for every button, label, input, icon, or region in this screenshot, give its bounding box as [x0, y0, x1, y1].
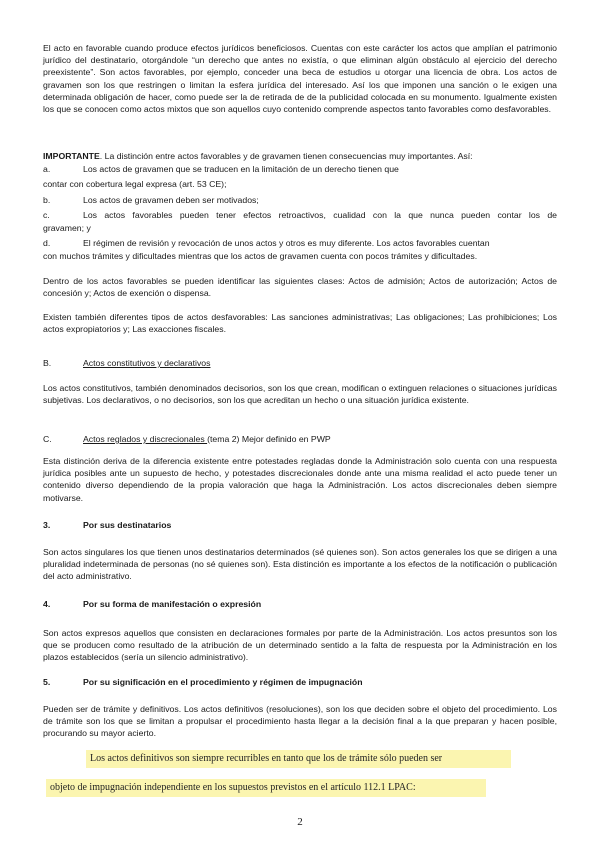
- section-title-suffix: (tema 2) Mejor definido en PWP: [207, 434, 331, 444]
- list-marker: c.: [43, 210, 50, 220]
- list-continuation: con muchos trámites y dificultades mientras que los actos de gravamen cuenta con pocos trámites y dificultades.: [43, 251, 478, 261]
- highlighted-quote-line-1: Los actos definitivos son siempre recurribles en tanto que los de trámite sólo pueden ser: [86, 750, 511, 768]
- list-continuation: contar con cobertura legal expresa (art. 53 CE);: [43, 179, 227, 189]
- list-marker: b.: [43, 195, 51, 205]
- paragraph-favorables-classes: Dentro de los actos favorables se pueden identificar las siguientes clases: Actos de admisión; Actos de autorización; Actos de concesión y; Actos de exención o dispensa.: [43, 276, 557, 299]
- section-marker: 3.: [43, 520, 51, 530]
- list-continuation: gravamen; y: [43, 223, 91, 233]
- section-title: Actos constitutivos y declarativos: [83, 358, 211, 368]
- paragraph-significacion: Pueden ser de trámite y definitivos. Los actos definitivos (resoluciones), son los que deciden sobre el objeto del procedimiento. Los de trámite son los que se limitan a propulsar el procedimiento hasta llegar a la decisión final a la que preparan y hacen posible, procurando su mayor acierto.: [43, 704, 557, 739]
- section-title: Por sus destinatarios: [83, 520, 172, 530]
- list-text: Los actos de gravamen que se traducen en la limitación de un derecho tienen que: [83, 164, 399, 174]
- highlighted-quote-line-2: objeto de impugnación independiente en los supuestos previstos en el artículo 112.1 LPAC:: [46, 779, 486, 797]
- section-title: Por su significación en el procedimiento y régimen de impugnación: [83, 677, 363, 687]
- paragraph-desfavorables-classes: Existen también diferentes tipos de actos desfavorables: Las sanciones administrativas; Las obligaciones; Las prohibiciones; Los actos expropiatorios y; Las exacciones fiscales.: [43, 312, 557, 335]
- section-title: Por su forma de manifestación o expresión: [83, 599, 262, 609]
- section-title: Actos reglados y discrecionales: [83, 434, 208, 444]
- important-text: . La distinción entre actos favorables y de gravamen tienen consecuencias muy importantes. Así:: [99, 151, 473, 161]
- important-label: IMPORTANTE: [43, 151, 100, 161]
- important-note: [43, 150, 557, 162]
- paragraph-constitutivos: Los actos constitutivos, también denominados decisorios, son los que crean, modifican o extinguen relaciones o situaciones jurídicas subjetivas. Los declarativos, o no decisorios, son los que acreditan un hecho o una situación jurídica existente.: [43, 383, 557, 406]
- paragraph-favorable-gravamen: El acto en favorable cuando produce efectos jurídicos beneficiosos. Cuentas con este carácter los actos que amplían el patrimonio jurídico del destinatario, otorgándole “un derecho que antes no existía, o que eliminan algún obstáculo al ejercicio del derecho preexistente”. Son actos favorables, por ejemplo, conceder una beca de estudios u otorgar una licencia de obra. Los actos de gravamen son los que restringen o limitan la esfera jurídica del interesado. Así los que imponen una sanción o le exigen una determinada obligación de hacer, como puede ser la de retirada de de la publicidad colocada en su monumento. Igualmente existen los que se conocen como actos mixtos que son aquellos cuyo contenido comprende aspectos tanto favorables como desfavorables.: [43, 43, 557, 115]
- paragraph-destinatarios: Son actos singulares los que tienen unos destinatarios determinados (sé quienes son). Son actos generales los que se dirigen a una pluralidad indeterminada de personas (no sé quienes son). Esta distinción es importante a los efectos de la notificación o publicación del acto administrativo.: [43, 547, 557, 582]
- list-marker: a.: [43, 164, 51, 174]
- section-marker: 4.: [43, 599, 51, 609]
- section-title-wrap: [83, 433, 331, 445]
- section-marker: 5.: [43, 677, 51, 687]
- section-marker: B.: [43, 358, 52, 368]
- list-text: Los actos de gravamen deben ser motivados;: [83, 195, 259, 205]
- page-number: 2: [297, 816, 303, 828]
- section-marker: C.: [43, 434, 52, 444]
- paragraph-forma-manifestacion: Son actos expresos aquellos que consisten en declaraciones formales por parte de la Administración. Los actos presuntos son los que se producen como resultado de la atribución de un determinado sentido a la falta de respuesta por la Administración en los plazos establecidos (sería un silencio administrativo).: [43, 628, 557, 663]
- list-text: El régimen de revisión y revocación de unos actos y otros es muy diferente. Los actos favorables cuentan: [83, 238, 490, 248]
- paragraph-reglados: Esta distinción deriva de la diferencia existente entre potestades regladas donde la Administración solo cuenta con una respuesta jurídica posibles ante un supuesto de hecho, y potestades discrecionales donde ante una misma realidad el acto puede tener un contenido diverso dependiendo de la propia valoración que haga la Administración. Los actos discrecionales deben siempre motivarse.: [43, 456, 557, 503]
- list-marker: d.: [43, 238, 51, 248]
- list-text: Los actos favorables pueden tener efectos retroactivos, cualidad con la que nunca pueden contar los de: [83, 210, 557, 220]
